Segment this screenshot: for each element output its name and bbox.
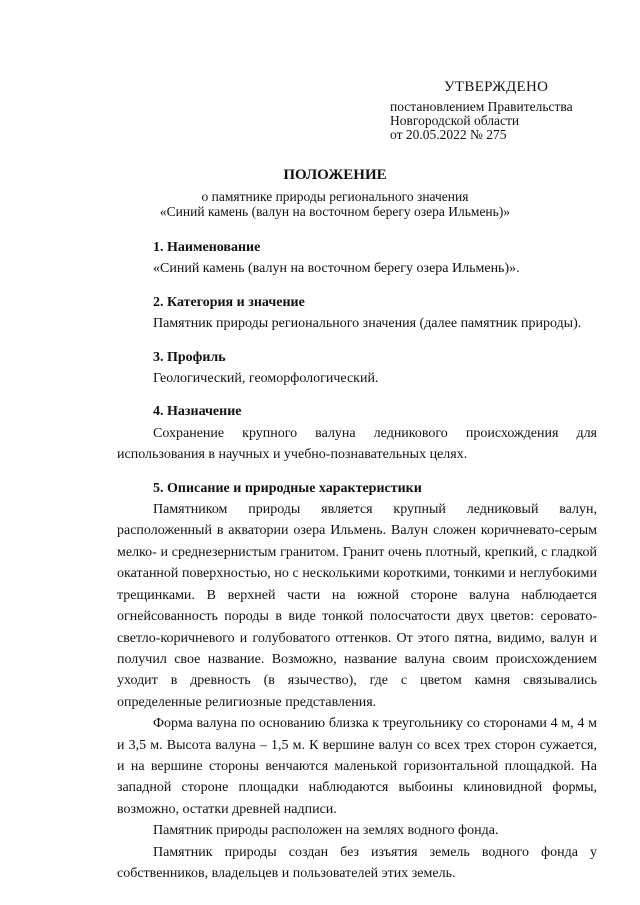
document-body: [117, 237, 597, 896]
section-paragraph: Форма валуна по основанию близка к треугольнику со сторонами 4 м, 4 м и 3,5 м. Высота валуна – 1,5 м. К вершине валун со всех трех сторон сужается, и на вершине стороны венчаются маленькой горизонтальной площадкой. На западной стороне площадки наблюдаются выбоины клиновидной формы, возможно, остатки древней надписи.: [117, 716, 597, 817]
section-heading: 2. Категория и значение: [153, 294, 305, 310]
section-profile: [117, 347, 597, 390]
section-paragraph: Памятник природы расположен на землях водного фонда.: [153, 823, 499, 839]
section-heading: 4. Назначение: [153, 404, 242, 420]
section-name: [117, 237, 597, 280]
section-heading: 5. Описание и природные характеристики: [153, 480, 422, 496]
document-subtitle-1: о памятнике природы регионального значения: [201, 189, 469, 204]
approval-line-1: постановлением Правительства: [390, 99, 573, 114]
section-heading: 3. Профиль: [153, 349, 226, 365]
approval-line-2: Новгородской области: [390, 113, 520, 128]
approval-heading: УТВЕРЖДЕНО: [444, 79, 549, 95]
section-paragraph: Памятником природы является крупный ледниковый валун, расположенный в акватории озера Ильмень. Валун сложен коричневато-серым мелко- и среднезернистым гранитом. Гранит очень плотный, крепкий, с гладкой окатанной поверхностью, но с несколькими короткими, тонкими и неглубокими трещинками. В верхней части на южной стороне валуна наблюдается огнейсованность породы в виде тонкой полосчатости двух цветов: серовато-светло-коричневого и голубоватого оттенков. От этого пятна, видимо, валун и получил свое название. Возможно, название валуна своим происхождением уходит в древность (в язычество), где с цветом камня связывались определенные религиозные представления.: [117, 502, 597, 710]
document-subtitle-2: «Синий камень (валун на восточном берегу озера Ильмень)»: [159, 204, 511, 219]
section-description: [117, 478, 597, 885]
document-title: ПОЛОЖЕНИЕ: [283, 167, 387, 183]
section-text: Памятник природы регионального значения (далее памятник природы).: [153, 316, 582, 332]
section-purpose: [117, 401, 597, 465]
section-paragraph: Памятник природы создан без изъятия земель водного фонда у собственников, владельцев и пользователей этих земель.: [117, 844, 597, 881]
approval-line-3: от 20.05.2022 № 275: [390, 127, 507, 142]
document-title-block: [0, 167, 640, 219]
section-text: Геологический, геоморфологический.: [153, 371, 379, 387]
section-category: [117, 292, 597, 335]
section-heading: 1. Наименование: [153, 240, 261, 255]
section-paragraph: Сохранение крупного валуна ледникового происхождения для использования в научных и учебно-познавательных целях.: [117, 425, 597, 463]
section-text: «Синий камень (валун на восточном берегу озера Ильмень)».: [153, 261, 520, 277]
approval-stamp: [390, 80, 630, 142]
